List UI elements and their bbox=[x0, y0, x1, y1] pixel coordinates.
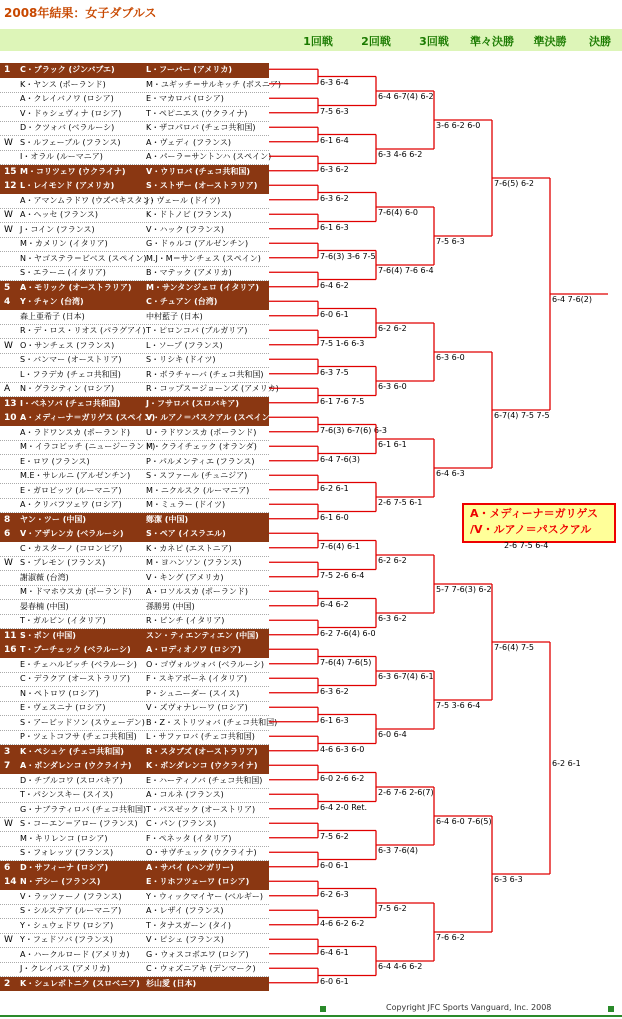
player-b: M.J・M＝サンチェス (スペイン) bbox=[146, 253, 261, 263]
final-score: 2-6 7-5 6-4 bbox=[504, 541, 549, 550]
player-b: R・コップス＝ジョーンズ (アメリカ) bbox=[146, 384, 279, 393]
player-b: M・サンタンジェロ (イタリア) bbox=[146, 282, 259, 292]
footer-square-left bbox=[320, 1006, 326, 1012]
player-b: G・ウォスコボエワ (ロシア) bbox=[146, 949, 249, 959]
player-a: C・デラクア (オーストラリア) bbox=[20, 674, 130, 683]
match-score: 6-7(4) 7-5 7-5 bbox=[494, 411, 550, 420]
player-a: Y・チャン (台湾) bbox=[20, 297, 84, 306]
match-score: 7-5 3-6 6-4 bbox=[436, 701, 481, 710]
player-b: L・サファロバ (チェコ共和国) bbox=[146, 732, 255, 741]
player-a: S・バンマー (オーストリア) bbox=[20, 355, 122, 364]
player-b: J・ヴェール (ドイツ) bbox=[146, 195, 221, 205]
match-score: 6-4 6-0 7-6(5) bbox=[436, 817, 492, 826]
match-score: 6-1 6-3 bbox=[320, 222, 349, 232]
footer-square-right bbox=[608, 1006, 614, 1012]
player-a: S・エラーニ (イタリア) bbox=[20, 268, 106, 277]
champion-line-1: A・メディーナ＝ガリゲス bbox=[470, 507, 598, 520]
match-score: 7-6(4) 7-6 6-4 bbox=[378, 266, 434, 275]
player-a: N・グラシティン (ロシア) bbox=[20, 384, 115, 393]
match-score: 7-6(3) 3-6 7-5 bbox=[320, 251, 376, 261]
player-b: M・ニクルスク (ルーマニア) bbox=[146, 485, 250, 495]
player-a: E・ロワ (フランス) bbox=[20, 456, 90, 466]
player-a: R・デ・ロス・リオス (パラグアイ) bbox=[20, 326, 146, 335]
player-b: M・ミュラー (ドイツ) bbox=[146, 500, 226, 509]
round-label-r3: 3回戦 bbox=[419, 35, 449, 48]
match-score: 7-6(4) 7-5 bbox=[494, 643, 535, 652]
player-b: L・ソープ (フランス) bbox=[146, 340, 223, 350]
seed-number: 14 bbox=[4, 877, 17, 887]
player-a: N・ペトロワ (ロシア) bbox=[20, 688, 99, 698]
player-a: S・シルステア (ルーマニア) bbox=[20, 906, 122, 915]
entry-mark: W bbox=[4, 340, 13, 351]
player-b: A・ロソルスカ (ポーランド) bbox=[146, 587, 249, 596]
match-score: 6-3 6-3 bbox=[494, 875, 523, 884]
player-a: I・ベネソバ (チェコ共和国) bbox=[20, 398, 121, 408]
player-a: V・アザレンカ (ベラルーシ) bbox=[20, 529, 124, 538]
player-a: M・カメリン (イタリア) bbox=[20, 239, 108, 248]
player-a: M・ドマホウスカ (ポーランド) bbox=[20, 587, 132, 596]
player-a: S・コーエン＝アロー (フランス) bbox=[20, 819, 138, 828]
player-b: V・ルアノ＝パスクアル (スペイン) bbox=[146, 413, 274, 422]
seed-number: 11 bbox=[4, 630, 17, 641]
match-score: 4-6 6-2 6-2 bbox=[320, 918, 365, 928]
match-score: 7-6(5) 6-2 bbox=[494, 179, 535, 188]
match-score: 6-4 6-3 bbox=[436, 469, 465, 478]
match-score: 6-4 7-6(3) bbox=[320, 454, 361, 464]
seed-number: 15 bbox=[4, 166, 17, 177]
player-a: S・プレモン (フランス) bbox=[20, 558, 106, 567]
player-b: K・カネピ (エストニア) bbox=[146, 543, 232, 553]
entry-mark: A bbox=[4, 384, 11, 394]
footer-rule bbox=[0, 1015, 622, 1017]
match-score: 6-4 4-6 6-2 bbox=[378, 962, 423, 971]
champion-box bbox=[462, 503, 616, 543]
player-a: S・ルフェーブル (フランス) bbox=[20, 137, 121, 147]
match-score: 6-0 6-1 bbox=[320, 309, 349, 319]
entry-mark: W bbox=[4, 819, 13, 829]
player-b: M・クライチェック (オランダ) bbox=[146, 442, 257, 451]
page-title: 2008年結果：女子ダブルス bbox=[4, 6, 157, 20]
seed-number: 4 bbox=[4, 297, 11, 307]
player-a: S・ポン (中国) bbox=[20, 630, 76, 640]
player-b: B・マテック (アメリカ) bbox=[146, 268, 232, 277]
match-score: 7-6(4) 6-0 bbox=[378, 208, 419, 217]
round-label-final: 決勝 bbox=[589, 35, 611, 48]
match-score: 6-3 6-2 bbox=[320, 686, 349, 696]
match-score: 6-1 6-4 bbox=[320, 135, 349, 145]
match-score: 6-0 6-1 bbox=[320, 976, 349, 986]
match-score: 6-4 2-0 Ret. bbox=[320, 802, 368, 812]
player-b: スン・ティエンティエン (中国) bbox=[146, 630, 259, 640]
player-a: K・ペシュケ (チェコ共和国) bbox=[20, 746, 124, 756]
player-b: C・パン (フランス) bbox=[146, 819, 217, 828]
player-b: A・ヴェディ (フランス) bbox=[146, 137, 232, 147]
player-a: D・チブルコワ (スロバキア) bbox=[20, 775, 123, 785]
match-score: 5-7 7-6(3) 6-2 bbox=[436, 585, 492, 594]
player-a: L・フラデカ (チェコ共和国) bbox=[20, 369, 121, 379]
match-score: 7-5 6-2 bbox=[320, 831, 349, 841]
match-score: 6-0 6-1 bbox=[320, 860, 349, 870]
player-a: M.E・サレルニ (アルゼンチン) bbox=[20, 471, 131, 480]
entry-mark: W bbox=[4, 935, 13, 945]
player-b: S・ペア (イスラエル) bbox=[146, 529, 226, 538]
player-b: A・レザイ (フランス) bbox=[146, 906, 224, 915]
match-score: 2-6 7-6 2-6(7) bbox=[378, 788, 434, 797]
player-b: S・リシキ (ドイツ) bbox=[146, 355, 216, 364]
seed-number: 6 bbox=[4, 529, 11, 539]
player-a: A・ハークルロード (アメリカ) bbox=[20, 949, 130, 959]
player-b: T・パスゼック (オーストリア) bbox=[146, 804, 256, 814]
player-a: D・サフィーナ (ロシア) bbox=[20, 862, 109, 872]
player-a: M・キリレンコ (ロシア) bbox=[20, 833, 108, 843]
player-b: R・ボラチャーバ (チェコ共和国) bbox=[146, 369, 264, 379]
match-score: 6-3 6-0 bbox=[378, 382, 407, 391]
match-score: 6-2 7-6(4) 6-0 bbox=[320, 628, 376, 638]
player-a: T・パシンスキー (スイス) bbox=[20, 790, 113, 799]
player-a: N・デシー (フランス) bbox=[20, 877, 101, 886]
player-a: 森上亜希子 (日本) bbox=[20, 311, 85, 321]
match-score: 6-1 7-6 7-5 bbox=[320, 396, 365, 406]
player-b: 孫勝男 (中国) bbox=[146, 601, 195, 611]
player-b: O・サヴチュック (ウクライナ) bbox=[146, 848, 257, 857]
seed-number: 3 bbox=[4, 746, 11, 757]
player-b: T・ピロンコバ (ブルガリア) bbox=[146, 326, 248, 335]
player-b: L・フーバー (アメリカ) bbox=[146, 65, 232, 74]
seed-number: 7 bbox=[4, 761, 11, 771]
player-a: V・ラッツァーノ (フランス) bbox=[20, 891, 122, 901]
seed-number: 10 bbox=[4, 413, 17, 423]
seed-number: 2 bbox=[4, 978, 11, 989]
player-b: B・Z・ストリツォバ (チェコ共和国) bbox=[146, 717, 278, 727]
round-label-r1: 1回戦 bbox=[303, 35, 333, 48]
player-a: O・サンチェス (フランス) bbox=[20, 340, 115, 350]
player-a: M・イラコビッチ (ニュージーランド) bbox=[20, 442, 156, 451]
player-b: C・ウォズニアキ (デンマーク) bbox=[146, 964, 256, 973]
player-a: S・アービッドソン (スウェーデン) bbox=[20, 717, 145, 727]
player-b: V・ウリロバ (チェコ共和国) bbox=[146, 166, 251, 176]
player-a: J・コイン (フランス) bbox=[20, 224, 95, 234]
player-b: E・ハーティノバ (チェコ共和国) bbox=[146, 775, 263, 785]
match-score: 7-5 6-3 bbox=[320, 106, 349, 116]
match-score: 6-0 6-4 bbox=[378, 730, 407, 739]
player-b: K・ボンダレンコ (ウクライナ) bbox=[146, 761, 258, 770]
player-a: P・ツェトコフサ (チェコ共和国) bbox=[20, 732, 137, 741]
player-b: M・ユギッチ＝サルキッチ (ボスニア) bbox=[146, 79, 281, 89]
player-a: I・オラル (ルーマニア) bbox=[20, 152, 103, 161]
player-a: D・クツォバ (ベラルーシ) bbox=[20, 123, 115, 132]
player-b: G・ドゥルコ (アルゼンチン) bbox=[146, 239, 249, 248]
match-score: 6-4 6-7(4) 6-2 bbox=[378, 92, 434, 101]
match-score: 3-6 6-2 6-0 bbox=[436, 121, 481, 130]
player-b: O・ゴヴォルツォバ (ベラルーシ) bbox=[146, 659, 265, 669]
match-score: 7-5 1-6 6-3 bbox=[320, 338, 365, 348]
seed-number: 16 bbox=[4, 645, 17, 655]
player-a: N・ヤゴステラ＝ビベス (スペイン) bbox=[20, 253, 147, 263]
match-score: 6-3 4-6 6-2 bbox=[378, 150, 423, 159]
player-a: G・ナブラティロバ (チェコ共和国) bbox=[20, 804, 147, 814]
match-score: 6-2 6-1 bbox=[552, 759, 581, 768]
copyright: Copyright JFC Sports Vanguard, Inc. 2008 bbox=[386, 1003, 552, 1012]
player-b: A・パーラ＝サントンハ (スペイン) bbox=[146, 152, 272, 161]
match-score: 6-4 6-2 bbox=[320, 599, 349, 609]
player-b: P・パルメンティエ (フランス) bbox=[146, 456, 255, 466]
round-label-qf: 準々決勝 bbox=[470, 35, 514, 48]
player-b: E・マカロバ (ロシア) bbox=[146, 94, 224, 103]
entry-mark: W bbox=[4, 137, 13, 148]
player-a: A・メディーナ＝ガリゲス (スペイン) bbox=[20, 413, 156, 422]
player-a: T・ブーチェック (ベラルーシ) bbox=[20, 645, 131, 654]
player-a: C・カスターノ (コロンビア) bbox=[20, 543, 123, 553]
player-b: K・ドトノビ (フランス) bbox=[146, 210, 232, 219]
player-b: M・ヨハンソン (フランス) bbox=[146, 558, 242, 567]
player-a: T・ガルビン (イタリア) bbox=[20, 616, 106, 625]
match-score: 6-2 6-1 bbox=[320, 483, 349, 493]
entry-mark: W bbox=[4, 224, 13, 235]
match-score: 6-1 6-1 bbox=[378, 440, 407, 449]
entry-mark: W bbox=[4, 210, 13, 220]
champion-line-2: /V・ルアノ＝パスクアル bbox=[470, 523, 592, 536]
match-score: 6-3 6-0 bbox=[436, 353, 465, 362]
match-score: 6-3 7-6(4) bbox=[378, 846, 419, 855]
match-score: 4-6 6-3 6-0 bbox=[320, 744, 365, 754]
seed-number: 1 bbox=[4, 65, 11, 75]
match-score: 7-5 6-2 bbox=[378, 904, 407, 913]
seed-number: 12 bbox=[4, 181, 17, 191]
match-score: 6-2 6-2 bbox=[378, 324, 407, 333]
player-a: K・ヤンス (ポーランド) bbox=[20, 79, 106, 89]
player-a: A・クリバフツェワ (ロシア) bbox=[20, 500, 122, 509]
match-score: 7-6(3) 6-7(6) 6-3 bbox=[320, 425, 387, 435]
player-a: V・ドゥシェヴィナ (ロシア) bbox=[20, 108, 122, 118]
player-a: 謝淑薇 (台湾) bbox=[20, 572, 69, 582]
match-score: 7-5 2-6 6-4 bbox=[320, 570, 365, 580]
player-a: S・フォレッツ (フランス) bbox=[20, 848, 114, 857]
match-score: 6-3 6-2 bbox=[320, 193, 349, 203]
player-a: E・ガロビッツ (ルーマニア) bbox=[20, 485, 122, 495]
player-a: Y・フェドソバ (フランス) bbox=[20, 935, 113, 944]
player-a: ヤン・ツー (中国) bbox=[20, 514, 87, 524]
player-b: V・ハック (フランス) bbox=[146, 224, 225, 234]
player-b: J・フサロバ (スロバキア) bbox=[146, 398, 240, 408]
seed-number: 5 bbox=[4, 282, 11, 293]
round-label-r2: 2回戦 bbox=[361, 35, 391, 48]
player-a: E・チェハルビッチ (ベラルーシ) bbox=[20, 659, 137, 669]
match-score: 7-6 6-2 bbox=[436, 933, 465, 942]
player-a: K・シュレボトニク (スロベニア) bbox=[20, 978, 140, 988]
match-score: 6-3 6-7(4) 6-1 bbox=[378, 672, 434, 681]
match-score: 6-0 2-6 6-2 bbox=[320, 773, 365, 783]
player-a: J・クレイバス (アメリカ) bbox=[20, 964, 111, 973]
player-a: A・ボンダレンコ (ウクライナ) bbox=[20, 761, 132, 770]
player-a: Y・シュウェドワ (ロシア) bbox=[20, 920, 114, 930]
player-b: T・タナスガーン (タイ) bbox=[146, 920, 232, 930]
player-b: 鄭潔 (中国) bbox=[146, 514, 189, 524]
match-score: 2-6 7-5 6-1 bbox=[378, 498, 423, 507]
player-b: A・ロディオノワ (ロシア) bbox=[146, 645, 242, 654]
player-a: M・コリツェワ (ウクライナ) bbox=[20, 166, 126, 176]
player-a: 晏春楠 (中国) bbox=[20, 601, 69, 611]
match-score: 6-3 6-2 bbox=[378, 614, 407, 623]
player-b: R・ビンチ (イタリア) bbox=[146, 616, 225, 625]
match-score: 7-6(4) 6-1 bbox=[320, 541, 361, 551]
seed-number: 8 bbox=[4, 514, 11, 525]
player-b: F・ペネッタ (イタリア) bbox=[146, 833, 232, 843]
match-score: 6-4 6-1 bbox=[320, 947, 349, 957]
player-a: A・モリック (オーストラリア) bbox=[20, 282, 132, 292]
round-label-sf: 準決勝 bbox=[533, 35, 567, 48]
player-a: C・ブラック (ジンバブエ) bbox=[20, 65, 115, 74]
player-b: A・コルネ (フランス) bbox=[146, 790, 224, 799]
player-b: A・サバイ (ハンガリー) bbox=[146, 862, 234, 872]
match-score: 7-5 6-3 bbox=[436, 237, 465, 246]
player-b: Y・ウィックマイヤー (ベルギー) bbox=[146, 891, 264, 901]
player-b: V・ピシェ (フランス) bbox=[146, 935, 224, 944]
match-score: 6-3 6-2 bbox=[320, 164, 349, 174]
seed-number: 6 bbox=[4, 862, 11, 873]
player-a: A・クレイバノワ (ロシア) bbox=[20, 94, 114, 103]
match-score: 6-3 6-4 bbox=[320, 77, 349, 87]
player-b: S・スファール (チュニジア) bbox=[146, 471, 248, 480]
match-score: 6-2 6-3 bbox=[320, 889, 349, 899]
player-b: C・チュアン (台湾) bbox=[146, 297, 218, 306]
player-b: 中村藍子 (日本) bbox=[146, 311, 203, 321]
match-score: 7-6(4) 7-6(5) bbox=[320, 657, 372, 667]
seed-number: 13 bbox=[4, 398, 17, 409]
player-b: R・スタブズ (オーストラリア) bbox=[146, 746, 258, 756]
player-b: E・リホフツェーワ (ロシア) bbox=[146, 877, 250, 886]
match-score: 6-1 6-3 bbox=[320, 715, 349, 725]
match-score: 6-4 6-2 bbox=[320, 280, 349, 290]
entry-mark: W bbox=[4, 558, 13, 568]
player-a: A・ヘッセ (フランス) bbox=[20, 210, 99, 219]
match-score: 6-1 6-0 bbox=[320, 512, 349, 522]
player-a: E・ヴェスニナ (ロシア) bbox=[20, 703, 106, 712]
match-score: 6-4 7-6(2) bbox=[552, 295, 593, 304]
player-b: U・ラドワンスカ (ポーランド) bbox=[146, 427, 257, 437]
player-b: F・スキアボーネ (イタリア) bbox=[146, 674, 247, 683]
player-b: T・ペピニエス (ウクライナ) bbox=[146, 108, 248, 118]
player-b: K・ザコパロバ (チェコ共和国) bbox=[146, 123, 256, 132]
match-score: 6-2 6-2 bbox=[378, 556, 407, 565]
player-b: S・ストザー (オーストラリア) bbox=[146, 181, 258, 190]
player-a: A・アマンムラドワ (ウズベキスタン) bbox=[20, 195, 154, 205]
player-b: V・ズヴォナレーワ (ロシア) bbox=[146, 703, 248, 712]
player-b: V・キング (アメリカ) bbox=[146, 572, 224, 582]
player-a: L・レイモンド (アメリカ) bbox=[20, 181, 115, 190]
player-b: 杉山愛 (日本) bbox=[146, 978, 197, 988]
player-a: A・ラドワンスカ (ポーランド) bbox=[20, 427, 131, 437]
player-b: P・シュニーダー (スイス) bbox=[146, 688, 240, 698]
match-score: 6-3 7-5 bbox=[320, 367, 349, 377]
